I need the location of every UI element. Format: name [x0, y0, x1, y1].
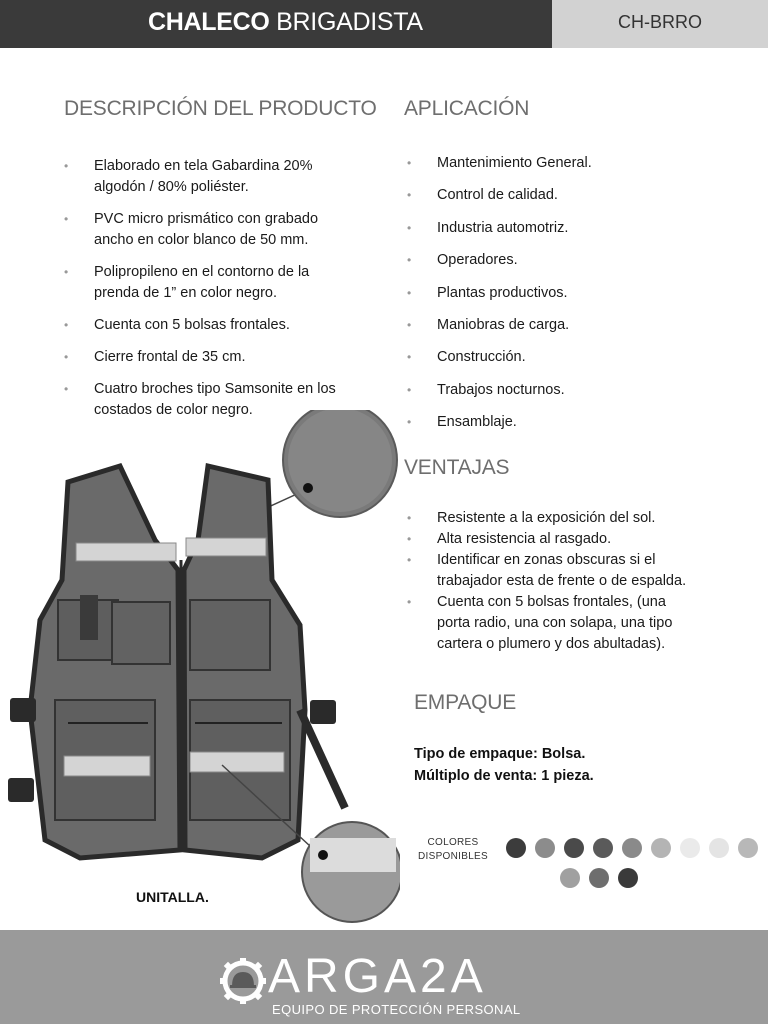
list-item-text: Construcción.: [437, 349, 526, 366]
list-item-line: Cuatro broches tipo Samsonite en los: [94, 381, 336, 397]
empaque-tipo: Tipo de empaque: Bolsa.: [414, 746, 586, 762]
bullet-icon: •: [64, 318, 69, 332]
list-item-line: Alta resistencia al rasgado.: [437, 531, 612, 547]
list-item: [407, 347, 737, 368]
list-item-text: Plantas productivos.: [437, 284, 568, 301]
bullet-icon: •: [64, 265, 69, 279]
list-item-line: Cierre frontal de 35 cm.: [94, 349, 246, 365]
list-item-text: Mantenimiento General.: [437, 155, 592, 171]
descripcion-list: [64, 156, 384, 432]
list-item-text: Trabajos nocturnos.: [437, 381, 565, 398]
list-item: [64, 209, 384, 251]
product-title-light: BRIGADISTA: [276, 8, 423, 36]
list-item-line: cartera o plumero y dos abultadas).: [437, 636, 666, 652]
list-item-text: Maniobras de carga.: [437, 316, 570, 333]
list-item: [407, 592, 747, 655]
vest-reflective-lower-left: [64, 756, 150, 776]
bullet-icon: •: [407, 317, 412, 332]
vest-reflective-lower-right: [190, 752, 284, 772]
list-item: [407, 508, 747, 529]
aplicacion-list: [407, 153, 737, 445]
list-item: [407, 380, 737, 401]
color-swatch: [506, 838, 526, 858]
list-item: [407, 283, 737, 304]
brand-tagline: EQUIPO DE PROTECCIÓN PERSONAL: [272, 1002, 521, 1017]
list-item: [407, 315, 737, 336]
vest-buckle-left-bottom: [8, 778, 34, 802]
reflective-callout-dot: [318, 850, 328, 860]
bullet-icon: •: [407, 285, 412, 300]
fabric-texture: [288, 410, 392, 512]
list-item: [64, 262, 384, 304]
bullet-icon: •: [407, 188, 412, 203]
color-swatch: [680, 838, 700, 858]
ventajas-list: [407, 508, 747, 655]
vest-buckle-right-top: [310, 700, 336, 724]
vest-reflective-upper-left: [76, 543, 176, 561]
bullet-icon: •: [407, 220, 412, 235]
list-item-line: Identificar en zonas obscuras si el: [437, 552, 656, 568]
bullet-icon: •: [407, 532, 412, 546]
bullet-icon: •: [407, 415, 412, 430]
colores-label-line2: DISPONIBLES: [418, 851, 488, 862]
vest-side-strap-right: [300, 710, 345, 808]
fabric-callout-dot: [303, 483, 313, 493]
vest-radio-strap: [80, 595, 98, 640]
bullet-icon: •: [407, 253, 412, 268]
brand-name: ARGA2A: [268, 950, 487, 1003]
list-item: [407, 153, 737, 174]
bullet-icon: •: [407, 511, 412, 525]
list-item-line: Elaborado en tela Gabardina 20%: [94, 158, 313, 174]
list-item-line: Polipropileno en el contorno de la: [94, 264, 310, 280]
list-item-text: Operadores.: [437, 252, 518, 269]
product-title-bold: CHALECO: [148, 8, 270, 36]
bullet-icon: •: [407, 595, 412, 609]
color-swatch: [560, 868, 580, 888]
list-item-text: Ensamblaje.: [437, 414, 517, 431]
empaque-title: EMPAQUE: [414, 691, 517, 714]
product-code: CH-BRRO: [618, 12, 702, 32]
list-item-line: porta radio, una con solapa, una tipo: [437, 615, 673, 631]
list-item-line: ancho en color blanco de 50 mm.: [94, 232, 309, 248]
list-item: [407, 550, 747, 592]
list-item-text: Control de calidad.: [437, 187, 558, 204]
bullet-icon: •: [407, 156, 412, 170]
bullet-icon: •: [64, 159, 69, 173]
list-item-line: Cuenta con 5 bolsas frontales, (una: [437, 594, 666, 610]
gear-helmet-logo-icon: [218, 956, 268, 1006]
color-swatch: [618, 868, 638, 888]
bullet-icon: •: [64, 382, 69, 396]
list-item: [64, 315, 384, 336]
header-bar: [0, 0, 768, 48]
empaque-details: [414, 743, 594, 787]
colores-label-line1: COLORES: [427, 837, 479, 848]
product-title: [148, 8, 423, 37]
list-item-text: Industria automotriz.: [437, 219, 569, 236]
list-item: [407, 250, 737, 271]
list-item-line: prenda de 1” en color negro.: [94, 285, 277, 301]
color-swatch: [589, 868, 609, 888]
list-item: [407, 218, 737, 239]
bullet-icon: •: [407, 382, 412, 397]
bullet-icon: •: [407, 350, 412, 365]
list-item-line: costados de color negro.: [94, 402, 253, 418]
color-swatch: [651, 838, 671, 858]
descripcion-title: DESCRIPCIÓN DEL PRODUCTO: [64, 97, 377, 120]
colores-label: [414, 836, 492, 864]
color-swatch: [593, 838, 613, 858]
color-swatch: [738, 838, 758, 858]
list-item-line: Resistente a la exposición del sol.: [437, 510, 656, 526]
vest-flap-pocket: [112, 602, 170, 664]
list-item-line: PVC micro prismático con grabado: [94, 211, 319, 227]
aplicacion-title: APLICACIÓN: [404, 97, 530, 120]
header-wedge: [535, 0, 552, 48]
color-swatch: [564, 838, 584, 858]
color-swatch: [622, 838, 642, 858]
vest-card-pocket: [190, 600, 270, 670]
list-item: [407, 185, 737, 206]
list-item: [407, 529, 747, 550]
color-swatch: [709, 838, 729, 858]
list-item-line: trabajador esta de frente o de espalda.: [437, 573, 687, 589]
list-item: [64, 156, 384, 198]
vest-buckle-left-top: [10, 698, 36, 722]
list-item-line: Cuenta con 5 bolsas frontales.: [94, 317, 290, 333]
ventajas-title: VENTAJAS: [404, 456, 510, 479]
bullet-icon: •: [407, 553, 412, 567]
empaque-multiplo: Múltiplo de venta: 1 pieza.: [414, 768, 594, 784]
size-label: UNITALLA.: [136, 889, 209, 905]
list-item: [407, 412, 737, 433]
list-item: [64, 347, 384, 368]
list-item-line: algodón / 80% poliéster.: [94, 179, 249, 195]
vest-illustration: [0, 410, 400, 930]
vest-reflective-upper-right: [186, 538, 266, 556]
bullet-icon: •: [64, 350, 69, 364]
bullet-icon: •: [64, 212, 69, 226]
color-swatch: [535, 838, 555, 858]
